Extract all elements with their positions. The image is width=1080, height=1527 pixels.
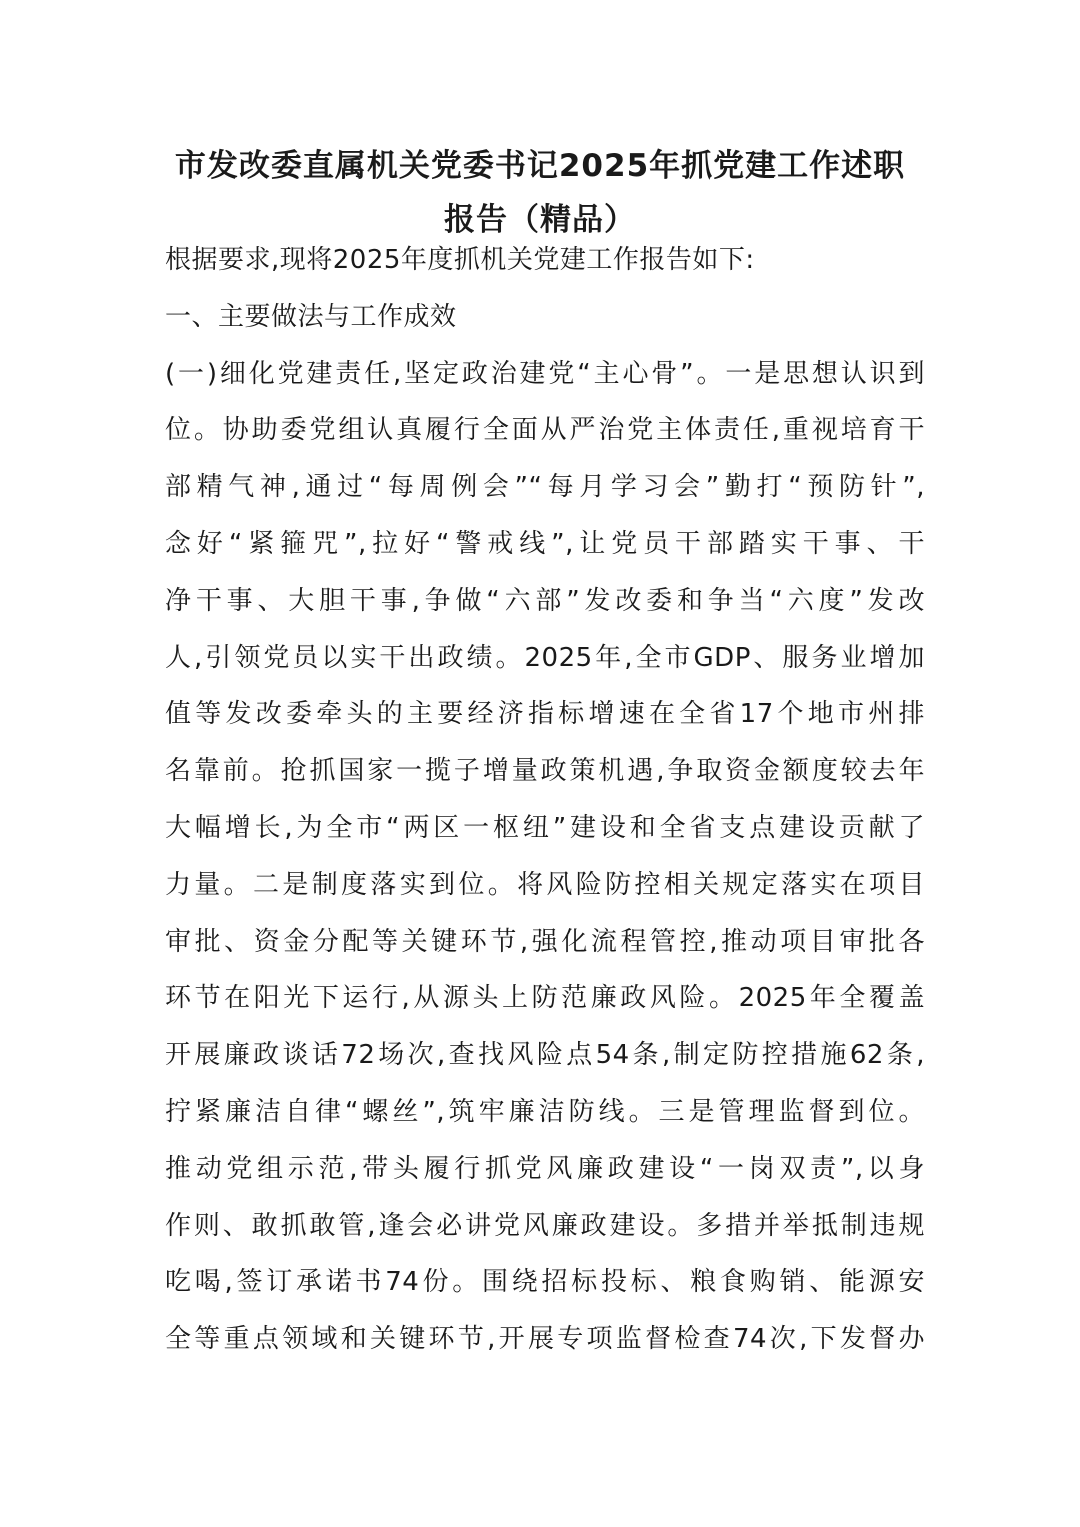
paragraph-line: 净干事、大胆干事,争做“六部”发改委和争当“六度”发改 <box>165 585 925 616</box>
paragraph-line: 大幅增长,为全市“两区一枢纽”建设和全省支点建设贡献了 <box>165 812 925 843</box>
paragraph-line: 部精气神,通过“每周例会”“每月学习会”勤打“预防针”, <box>165 472 925 503</box>
paragraph-line: 人,引领党员以实干出政绩。2025年,全市GDP、服务业增加 <box>165 642 925 673</box>
paragraph-line: 推动党组示范,带头履行抓党风廉政建设“一岗双责”,以身 <box>165 1153 925 1184</box>
section-heading-1: 一、主要做法与工作成效 <box>165 301 457 332</box>
paragraph-line: 拧紧廉洁自律“螺丝”,筑牢廉洁防线。三是管理监督到位。 <box>165 1096 925 1127</box>
paragraph-line: 审批、资金分配等关键环节,强化流程管控,推动项目审批各 <box>165 926 925 957</box>
document-body <box>165 232 925 1368</box>
document-title-line-1: 市发改委直属机关党委书记2025年抓党建工作述职 <box>174 148 906 184</box>
paragraph-line: 环节在阳光下运行,从源头上防范廉政风险。2025年全覆盖 <box>165 983 925 1014</box>
paragraph-line: 值等发改委牵头的主要经济指标增速在全省17个地市州排 <box>165 699 925 730</box>
paragraph-line: 力量。二是制度落实到位。将风险防控相关规定落实在项目 <box>165 869 925 900</box>
paragraph-line: 位。协助委党组认真履行全面从严治党主体责任,重视培育干 <box>165 415 925 446</box>
paragraph-line: 作则、敢抓敢管,逢会必讲党风廉政建设。多措并举抵制违规 <box>165 1210 925 1241</box>
document-title-line-2: 报告（精品） <box>444 202 636 238</box>
paragraph-line: 开展廉政谈话72场次,查找风险点54条,制定防控措施62条, <box>165 1040 925 1071</box>
paragraph-line: (一)细化党建责任,坚定政治建党“主心骨”。一是思想认识到 <box>165 358 925 389</box>
intro-line: 根据要求,现将2025年度抓机关党建工作报告如下: <box>165 245 755 275</box>
paragraph-line: 全等重点领域和关键环节,开展专项监督检查74次,下发督办 <box>165 1324 925 1355</box>
paragraph-line: 名靠前。抢抓国家一揽子增量政策机遇,争取资金额度较去年 <box>165 756 925 787</box>
paragraph-line: 念好“紧箍咒”,拉好“警戒线”,让党员干部踏实干事、干 <box>165 528 925 559</box>
paragraph-line: 吃喝,签订承诺书74份。围绕招标投标、粮食购销、能源安 <box>165 1267 925 1298</box>
